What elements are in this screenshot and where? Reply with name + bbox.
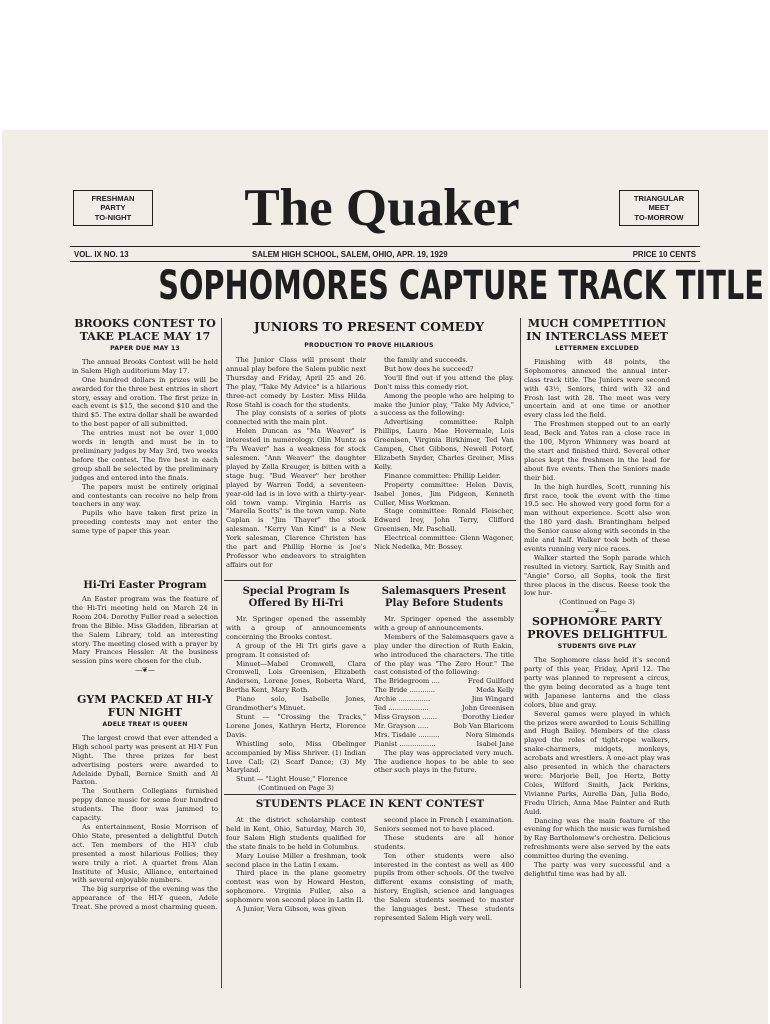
brooks-contest-article bbox=[72, 318, 218, 536]
cast-role: Miss Grayson ....... bbox=[374, 712, 438, 721]
kent-article-left bbox=[226, 816, 366, 914]
continued-note: (Continued on Page 3) bbox=[559, 598, 635, 607]
paragraph: The big surprise of the evening was the appearance of the HI-Y queen, Adele Treat. She proved a most charming queen. bbox=[72, 885, 218, 912]
masthead-rule-bottom bbox=[70, 261, 700, 262]
ear-right-line: TO-MORROW bbox=[634, 212, 684, 222]
masthead-rule-top bbox=[70, 246, 700, 247]
paragraph: An Easter program was the feature of the Hi-Tri meeting held on March 24 in Room 204. Dorothy Fuller read a selection from the Bible. Miss Gladden, librarian at the Salem Library, told an interesting story. The meeting closed with a prayer by Mary Frances Hessler. At the business session pins were chosen for the club. bbox=[72, 595, 218, 666]
paragraph: Stunt — "Light House," Florence bbox=[236, 775, 348, 784]
cast-row bbox=[374, 740, 514, 749]
paragraph: Several games were played in which the prizes were awarded to Louis Schilling and Hugh Bailey. Members of the class played the roles of tight-rope walkers, snake-charmers, midgets, monkeys, acrobats and wrestlers. A one-act play was also presented in which the characters were: Marjorie Bell, Joe Hertz, Betty Coles, Wilford Smith, Jack Perkins, Vivianne Parks, Aurella Dan, Julia Bodo, Fredu Ulrich, Anna Mae Painter and Ruth Auld. bbox=[524, 709, 670, 816]
paragraph: Property committee: Helen Davis, Isabel Jones, Jim Pidgeon, Kenneth Culler, Miss Workman. bbox=[374, 480, 514, 507]
cast-role: The Bridegroom .... bbox=[374, 677, 440, 686]
paragraph: The party was very successful and a delightful time was had by all. bbox=[524, 861, 670, 878]
cast-row bbox=[374, 713, 514, 722]
paragraph: Finishing with 48 points, the Sophomores annexed the annual inter-class track title. The Juniors were second with 43½, Seniors, third with 32 and Frosh last with 28. The meet was very uncertain and at one time or another every class led the field. bbox=[524, 357, 670, 420]
continued-note: (Continued on Page 3) bbox=[258, 784, 334, 793]
interclass-headline: MUCH COMPETITION IN INTERCLASS MEET bbox=[526, 317, 668, 343]
ear-left-line: PARTY bbox=[100, 203, 126, 213]
section-rule bbox=[224, 794, 516, 795]
cast-actor: John Greenisen bbox=[461, 704, 514, 713]
cast-row bbox=[374, 704, 514, 713]
paragraph: Advertising committee: Ralph Phillips, Laura Mae Hovermale, Lois Greenisen, Virginia Birkhimer, Ted Van Campen, Chet Gibbons, Newell Potorf, Elizabeth Snyder, Charles Greiner, Miss Kelly. bbox=[374, 418, 514, 471]
cast-role: The Bride ............ bbox=[374, 686, 435, 695]
newspaper-page bbox=[2, 130, 768, 1024]
juniors-subhead: PRODUCTION TO PROVE HILARIOUS bbox=[304, 342, 434, 349]
brooks-headline: BROOKS CONTEST TO TAKE PLACE MAY 17 bbox=[74, 317, 216, 343]
ear-box-left bbox=[73, 190, 153, 226]
section-rule bbox=[224, 580, 516, 581]
ear-left-line: FRESHMAN bbox=[91, 193, 135, 203]
juniors-article-right bbox=[374, 356, 514, 552]
cast-role: Mrs. Tisdale .......... bbox=[374, 730, 440, 739]
paragraph: Stage committee: Ronald Fleischer, Edward Irey, John Terry, Clifford Greenisen, Mr. Paschall. bbox=[374, 507, 514, 534]
salemasquers-headline: Salemasquers Present Play Before Students bbox=[381, 586, 507, 609]
gym-article bbox=[72, 694, 218, 912]
cast-role: Pianist ................. bbox=[374, 739, 436, 748]
paragraph: As entertainment, Rosie Morrison of Ohio State, presented a delightful Dutch act. Ten members of the HI-Y club presented a most hilarious Follies; they were truly a riot. A quartet from Alan Institute of Music, Alliance, entertained with several enjoyable numbers. bbox=[72, 822, 218, 885]
paragraph: Members of the Salemasquers gave a play under the direction of Ruth Eakin, who introduced the characters. The title of the play was "The Zero Hour." The cast consisted of the following: bbox=[374, 632, 514, 677]
paragraph: second place in French I examination. Seniors seemed not to have placed. bbox=[374, 816, 514, 833]
juniors-headline: JUNIORS TO PRESENT COMEDY bbox=[253, 319, 485, 334]
paragraph: Walker started the Soph parade which resulted in victory. Sartick, Ray Smith and "Angie" Corso, all Sophs, took the first three places in the discus. Reese took the low hur- bbox=[524, 553, 670, 598]
paragraph: These students are all honor students. bbox=[374, 833, 514, 851]
dateline-center: SALEM HIGH SCHOOL, SALEM, OHIO, APR. 19, 1929 bbox=[252, 250, 448, 259]
column-rule bbox=[520, 318, 521, 988]
special-program-headline: Special Program Is Offered By Hi-Tri bbox=[242, 586, 350, 609]
paragraph: The Sophomore class held it's second party of this year, Friday, April 12. The party was planned to represent a circus, the gym being decorated as a huge tent with Japanese lanterns and the class colors, blue and gray. bbox=[524, 656, 670, 709]
cast-role: Ted ................... bbox=[374, 704, 429, 713]
paragraph: A group of the Hi Tri girls gave a program. It consisted of: bbox=[226, 641, 366, 659]
paragraph: Finance committee: Phillip Leider. bbox=[384, 471, 501, 480]
paragraph: Electrical committee: Glenn Wagoner, Nick Nedelka, Mr. Bossey. bbox=[374, 534, 514, 552]
interclass-subhead: LETTERMEN EXCLUDED bbox=[555, 345, 639, 352]
paragraph: One hundred dollars in prizes will be awarded for the three best entries in short story, essay and oration. The first prize in each event is $15, the second $10 and the third $5. The extra dollar shall be awarded to the best paper of all submitted. bbox=[72, 375, 218, 429]
ear-right-line: MEET bbox=[648, 203, 670, 213]
paragraph: Pupils who have taken first prize in preceding contests may not enter the same type of paper this year. bbox=[72, 509, 218, 536]
juniors-article-left bbox=[226, 356, 366, 570]
cast-role: Mr. Grayson ..... bbox=[374, 721, 429, 730]
ear-box-right bbox=[619, 190, 699, 226]
price: PRICE 10 CENTS bbox=[632, 250, 696, 259]
special-program-article bbox=[226, 586, 366, 793]
gym-headline: GYM PACKED AT HI-Y FUN NIGHT bbox=[76, 693, 214, 719]
ornament-divider: —❦— bbox=[135, 666, 155, 675]
paragraph: The Junior Class will present their annual play before the Salem public next Thursday and Friday, April 25 and 26. The play, "Take My Advice" is a hilarious three-act comedy by Lester. Miss Hilda Rose Stahl is coach for the students. bbox=[226, 356, 366, 409]
column-rule bbox=[221, 318, 222, 988]
soph-party-headline: SOPHOMORE PARTY PROVES DELIGHTFUL bbox=[527, 615, 667, 641]
cast-row bbox=[374, 731, 514, 740]
gym-subhead: ADELE TREAT IS QUEEN bbox=[102, 721, 188, 728]
paragraph: The play consists of a series of plots connected with the main plot. bbox=[226, 409, 366, 427]
cast-actor: Isabel Jane bbox=[476, 739, 514, 748]
cast-actor: Bob Van Blaricom bbox=[453, 721, 514, 730]
paragraph: Minuet—Mabel Cromwell, Clara Cromwell, Lois Greenisen, Elizabeth Andersen, Lorene Jones, Roberta Ward, Bertha Kent, Mary Roth. bbox=[226, 659, 366, 695]
ear-right-line: TRIANGULAR bbox=[633, 193, 685, 203]
paragraph: The papers must be entirely original and contestants can receive no help from teachers in any way. bbox=[72, 482, 218, 509]
hitri-easter-headline: Hi-Tri Easter Program bbox=[83, 580, 207, 591]
paragraph: Among the people who are helping to make the Junior play, "Take My Advice," a success as the following: bbox=[374, 391, 514, 418]
paragraph: Mr. Springer opened the assembly with a group of announcements concerning the Brooks contest. bbox=[226, 615, 366, 641]
cast-actor: Nora Simonds bbox=[465, 730, 514, 739]
kent-headline: STUDENTS PLACE IN KENT CONTEST bbox=[255, 798, 485, 810]
brooks-subhead: PAPER DUE MAY 13 bbox=[110, 345, 180, 352]
paragraph: At the district scholarship contest held in Kent, Ohio, Saturday, March 30, four Salem High students qualified for the state finals to be held in Columbus. bbox=[226, 816, 366, 851]
volume-number: VOL. IX NO. 13 bbox=[74, 250, 129, 259]
paragraph: A Junior, Vera Gibson, was given bbox=[236, 905, 347, 914]
salemasquers-article bbox=[374, 586, 514, 775]
soph-party-subhead: STUDENTS GIVE PLAY bbox=[557, 643, 637, 651]
cast-row bbox=[374, 677, 514, 686]
paragraph: Ten other students were also interested in the contest as well as 400 pupils from other schools. Of the twelve different exams consisting of math, history, English, science and languages the Salem students seemed to master the languages best. These students represented Salem High very well. bbox=[374, 851, 514, 922]
paragraph: The annual Brooks Contest will be held in Salem High auditorium May 17. bbox=[72, 357, 218, 375]
paragraph: The Freshmen stepped out to an early lead, Beck and Yates ran a close race in the 100, Myron Whinnery was board at the start and finished third. Several other places kept the freshmen in the lead for about five events. Then the Seniors made their bid. bbox=[524, 420, 670, 482]
paragraph: Mary Louise Miller a freshman, took second place in the Latin I exam. bbox=[226, 851, 366, 869]
paragraph: In the high hurdles, Scott, running his first race, took the event with the time 19.5 sec. He showed very good form for a man without experience. Scott also won the 180 yard dash. Brantingham helped the Senior cause along with seconds in the mile and half. Walker took both of these events running very nice races. bbox=[524, 482, 670, 553]
cast-actor: Fred Guilford bbox=[467, 677, 514, 686]
banner-headline: SOPHOMORES CAPTURE TRACK TITLE bbox=[158, 263, 764, 309]
cast-row bbox=[374, 686, 514, 695]
cast-actor: Dorothy Lieder bbox=[462, 712, 514, 721]
paragraph: Helen Duncan as "Ma Weaver" is interested in numerology. Olin Muntz as "Pa Weaver" has a weakness for stock salesmen. "Ann Weaver" the daughter played by Zella Kreuger, is bitten with a stage bug. "Bud Weaver" her brother played by Warren Todd, a seventeen-year-old lad is in love with a thirty-year-old town vamp. Virginia Harris as "Marella Scotts" is the town vamp. Nate Caplan is "Jim Thayer" the stock salesman. "Kerry Van Kind" is a New York salesman, Clarence Christen has the part and Phillip Horne is Joe's Professor who endeavors to straighten affairs out for bbox=[226, 427, 366, 569]
kent-article-right bbox=[374, 816, 514, 923]
paragraph: Mr. Springer opened the assembly with a group of announcements. bbox=[374, 615, 514, 632]
masthead-title: The Quaker bbox=[244, 179, 520, 237]
ornament-divider: —❦— bbox=[587, 607, 607, 616]
paragraph: The largest crowd that ever attended a High school party was present at HI-Y Fun Night. The three prizes for best advertising posters were awarded to Adelaide Dyball, Bernice Smith and Al Paxton. bbox=[72, 733, 218, 787]
cast-actor: Jim Wingard bbox=[471, 695, 514, 704]
paragraph: Whistling solo, Miss Obelinger accompanied by Miss Shriver. (1) Indian Love Call; (2) Scarf Dance; (3) My Maryland. bbox=[226, 739, 366, 775]
paragraph: The Southern Collegians furnished peppy dance music for some four hundred students. The floor was jammed to capacity. bbox=[72, 787, 218, 823]
paragraph: Third place in the plane geometry contest was won by Howard Heston, sophomore. Virginia Fuller, also a sophomore won second place in Latin II. bbox=[226, 869, 366, 905]
cast-row bbox=[374, 695, 514, 704]
cast-role: Archie ............... bbox=[374, 695, 431, 704]
paragraph: the family and succeeds. bbox=[384, 356, 468, 364]
paragraph: Dancing was the main feature of the evening for which the music was furnished by Ray Bartholomew's orchestra. Delicious refreshments were also served by the eats committee during the evening. bbox=[524, 816, 671, 861]
paragraph: But how does he succeed? bbox=[384, 364, 474, 373]
paragraph: Piano solo, Isabelle Jones, Grandmother's Minuet. bbox=[226, 695, 366, 713]
paragraph: The entries must not be over 1,000 words in length and must be in to preliminary judges by May 3rd, two weeks before the contest. The five best in each group shall be selected by the preliminary judges and entered into the finals. bbox=[72, 429, 218, 482]
ear-left-line: TO-NIGHT bbox=[94, 212, 132, 222]
cast-row bbox=[374, 722, 514, 731]
cast-actor: Meda Kelly bbox=[475, 686, 514, 695]
interclass-meet-article bbox=[524, 318, 670, 879]
paragraph: The play was appreciated very much. The audience hopes to be able to see other such plays in the future. bbox=[374, 748, 514, 775]
paragraph: You'll find out if you attend the play. Don't miss this comedy riot. bbox=[374, 373, 514, 391]
paragraph: Stunt — "Crossing the Tracks," Lorene Jones, Kathryn Hertz, Florence Davis. bbox=[226, 712, 366, 739]
hitri-easter-article bbox=[72, 580, 218, 675]
